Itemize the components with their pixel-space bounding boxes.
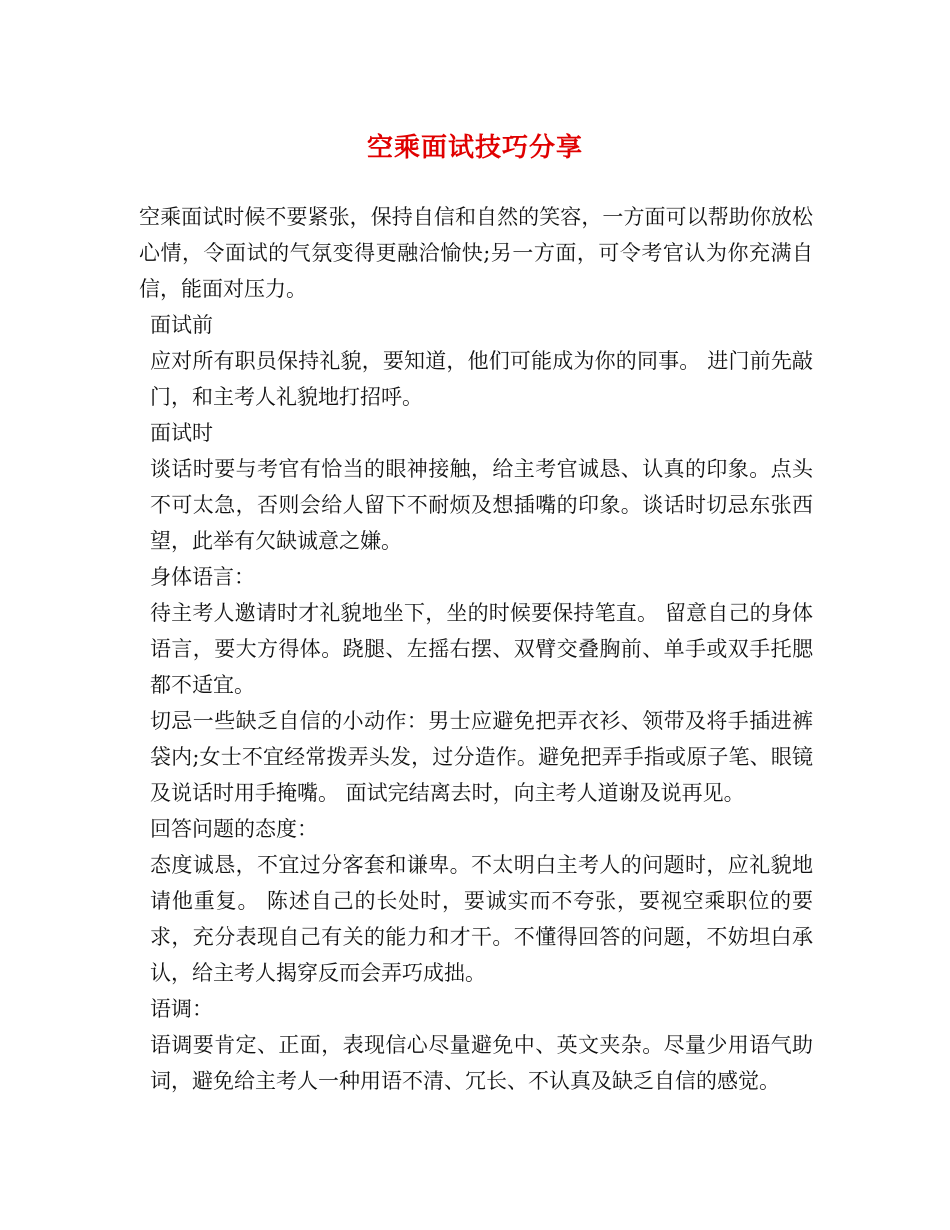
paragraph-before-interview: 应对所有职员保持礼貌，要知道，他们可能成为你的同事。 进门前先敲门，和主考人礼貌地打招呼。 xyxy=(150,349,813,409)
paragraph-small-gestures: 切忌一些缺乏自信的小动作：男士应避免把弄衣衫、领带及将手插进裤袋内;女士不宜经常拨弄头发，过分造作。避免把弄手指或原子笔、眼镜及说话时用手掩嘴。 面试完结离去时，向主考人道谢及说再见。 xyxy=(150,709,813,805)
section-heading-during-interview: 面试时 xyxy=(150,421,213,445)
paragraph-intro: 空乘面试时候不要紧张，保持自信和自然的笑容，一方面可以帮助你放松心情，令面试的气氛变得更融洽愉快;另一方面，可令考官认为你充满自信，能面对压力。 xyxy=(139,205,813,301)
paragraph-answer-attitude: 态度诚恳，不宜过分客套和谦卑。不太明白主考人的问题时，应礼貌地请他重复。 陈述自己的长处时，要诚实而不夸张，要视空乘职位的要求，充分表现自己有关的能力和才干。不懂得回答的问题，不妨坦白承认，给主考人揭穿反而会弄巧成拙。 xyxy=(150,853,813,985)
paragraph-during-interview: 谈话时要与考官有恰当的眼神接触，给主考官诚恳、认真的印象。点头不可太急，否则会给人留下不耐烦及想插嘴的印象。谈话时切忌东张西望，此举有欠缺诚意之嫌。 xyxy=(150,457,813,553)
section-heading-tone: 语调： xyxy=(150,997,213,1021)
document-body xyxy=(139,199,813,1099)
section-heading-body-language: 身体语言： xyxy=(150,565,255,589)
section-heading-answer-attitude: 回答问题的态度： xyxy=(150,817,318,841)
paragraph-tone: 语调要肯定、正面，表现信心尽量避免中、英文夹杂。尽量少用语气助词，避免给主考人一种用语不清、冗长、不认真及缺乏自信的感觉。 xyxy=(150,1033,813,1093)
document-title: 空乘面试技巧分享 xyxy=(366,133,583,163)
paragraph-body-language: 待主考人邀请时才礼貌地坐下，坐的时候要保持笔直。 留意自己的身体语言，要大方得体。跷腿、左摇右摆、双臂交叠胸前、单手或双手托腮都不适宜。 xyxy=(150,601,813,697)
section-heading-before-interview: 面试前 xyxy=(150,313,213,337)
